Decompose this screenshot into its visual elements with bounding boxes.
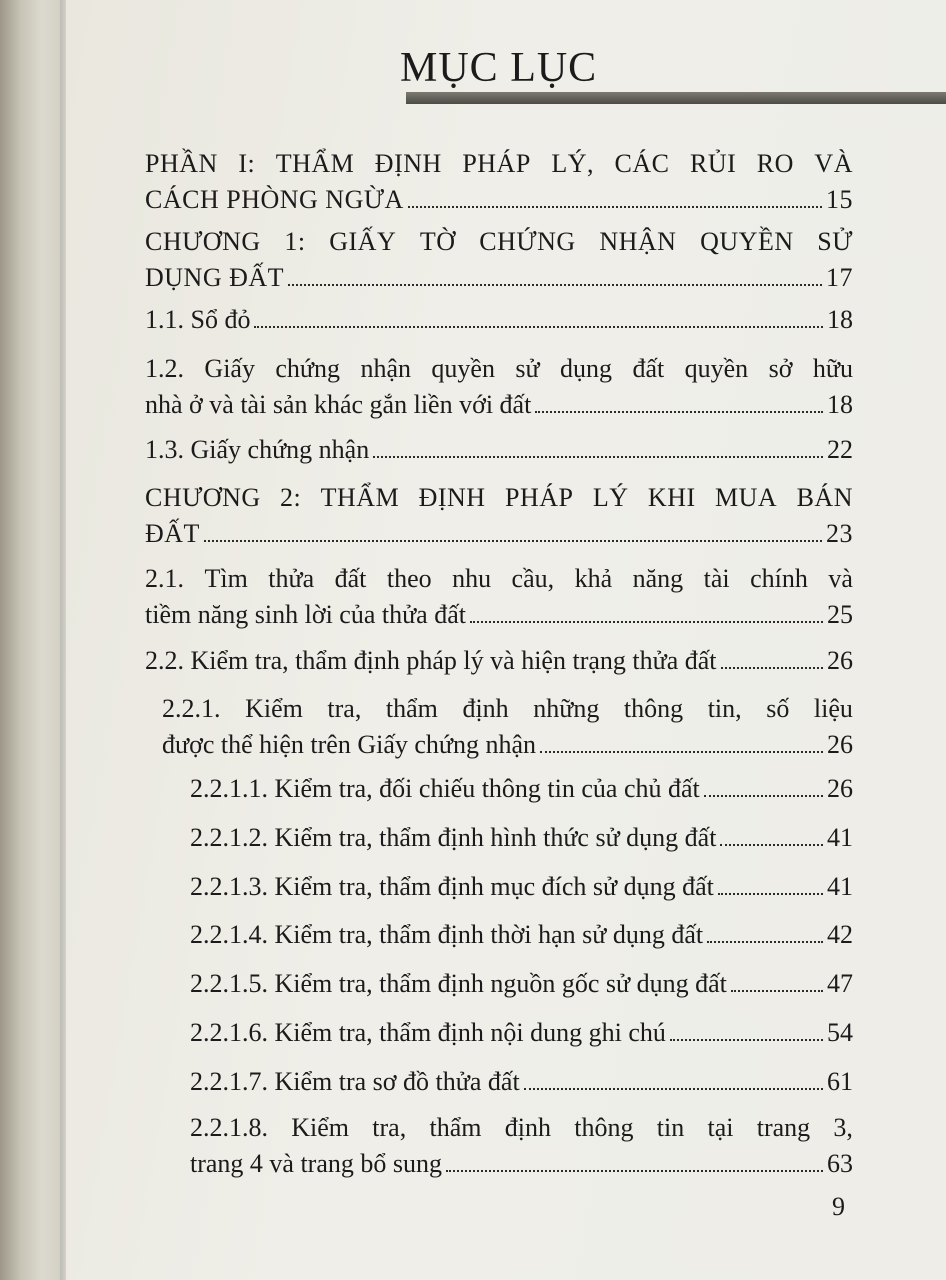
toc-word: ĐỊNH	[374, 149, 442, 178]
toc-entry-title: 2.2.1.1. Kiểm tra, đối chiếu thông tin của chủ đất	[190, 774, 700, 803]
toc-word: theo	[386, 564, 432, 593]
toc-page-number: 26	[827, 646, 853, 675]
toc-word: số	[766, 694, 790, 723]
toc-entry-title: 2.2.1.6. Kiểm tra, thẩm định nội dung ghi chú	[190, 1018, 666, 1047]
toc-word: ĐỊNH	[418, 483, 486, 512]
toc-entry[interactable]	[162, 691, 853, 763]
toc-entry[interactable]	[190, 869, 853, 905]
toc-word: tin,	[707, 694, 742, 723]
toc-word: định	[462, 694, 509, 723]
toc-entry-last-line	[190, 1015, 853, 1051]
toc-word: VÀ	[814, 149, 853, 178]
toc-page-number: 22	[827, 435, 853, 464]
dot-leader	[670, 1017, 823, 1041]
toc-word: tài	[703, 564, 730, 593]
toc-word: thông	[574, 1113, 634, 1142]
toc-word: RỦI	[689, 149, 737, 178]
toc-word: LÝ,	[551, 149, 594, 178]
toc-word: định	[504, 1113, 551, 1142]
toc-entry-title: 2.2.1.3. Kiểm tra, thẩm định mục đích sử dụng đất	[190, 872, 714, 901]
toc-word: PHÁP	[462, 149, 531, 178]
toc-entry-title: DỤNG ĐẤT	[145, 263, 285, 292]
toc-entry[interactable]	[145, 432, 853, 468]
toc-word: đất	[632, 354, 665, 383]
toc-page-number: 25	[827, 600, 853, 629]
toc-entry-last-line	[190, 1064, 853, 1100]
toc-entry-title: 2.2.1.5. Kiểm tra, thẩm định nguồn gốc sử dụng đất	[190, 969, 727, 998]
toc-word: I:	[238, 149, 256, 178]
page-number: 9	[832, 1192, 845, 1221]
toc-entry-title: 2.2.1.4. Kiểm tra, thẩm định thời hạn sử dụng đất	[190, 920, 704, 949]
toc-word: thẩm	[429, 1113, 482, 1142]
toc-word: năng	[632, 564, 684, 593]
dot-leader	[720, 822, 823, 846]
toc-word: tra,	[327, 694, 362, 723]
dot-leader	[470, 599, 823, 623]
toc-entry[interactable]	[190, 1015, 853, 1051]
toc-word: Tìm	[204, 564, 248, 593]
toc-entry-last-line	[190, 917, 853, 953]
toc-entry-first-line	[145, 146, 853, 182]
dot-leader	[373, 434, 823, 458]
toc-entry-title: ĐẤT	[145, 519, 200, 548]
toc-word: thửa	[268, 564, 315, 593]
dot-leader	[408, 184, 822, 208]
toc-word: 2:	[280, 483, 302, 512]
toc-entry-last-line	[145, 432, 853, 468]
toc-word: Kiểm	[245, 694, 303, 723]
toc-entry-title: 2.2. Kiểm tra, thẩm định pháp lý và hiện trạng thửa đất	[145, 646, 717, 675]
dot-leader	[704, 773, 823, 797]
toc-word: những	[533, 694, 600, 723]
toc-entry-last-line	[145, 643, 853, 679]
toc-page-number: 26	[827, 730, 853, 759]
toc-word: trang	[756, 1113, 811, 1142]
dot-leader	[540, 729, 823, 753]
toc-word: CHƯƠNG	[145, 483, 261, 512]
toc-page-number: 17	[826, 263, 853, 292]
toc-word: cầu,	[511, 564, 555, 593]
toc-word: tin	[656, 1113, 685, 1142]
toc-word: MUA	[715, 483, 778, 512]
toc-word: dụng	[560, 354, 613, 383]
toc-word: 3,	[833, 1113, 853, 1142]
page-title: MỤC LỤC	[400, 45, 598, 91]
toc-entry-title: tiềm năng sinh lời của thửa đất	[145, 600, 466, 629]
toc-word: Kiểm	[291, 1113, 350, 1142]
toc-entry-title: nhà ở và tài sản khác gắn liền với đất	[145, 390, 532, 419]
toc-entry[interactable]	[190, 1064, 853, 1100]
toc-entry[interactable]	[145, 480, 853, 552]
dot-leader	[721, 645, 823, 669]
toc-entry-first-line	[145, 561, 853, 597]
toc-entry-last-line	[190, 966, 853, 1002]
toc-word: liệu	[813, 694, 853, 723]
toc-word: CHỨNG	[479, 227, 576, 256]
toc-word: khả	[574, 564, 613, 593]
toc-entry-last-line	[190, 820, 853, 856]
toc-entry[interactable]	[145, 146, 853, 218]
toc-word: NHẬN	[599, 227, 677, 256]
toc-entry-first-line	[145, 224, 853, 260]
toc-entry-last-line	[190, 869, 853, 905]
toc-word: 2.2.1.	[162, 694, 221, 723]
toc-word: tại	[707, 1113, 734, 1142]
toc-entry[interactable]	[190, 966, 853, 1002]
toc-word: đất	[334, 564, 367, 593]
toc-entry[interactable]	[190, 820, 853, 856]
toc-entry[interactable]	[190, 1110, 853, 1182]
dot-leader	[254, 304, 823, 328]
toc-entry-last-line	[145, 260, 853, 296]
toc-entry-first-line	[145, 351, 853, 387]
toc-entry-title: được thể hiện trên Giấy chứng nhận	[162, 730, 537, 759]
toc-entry[interactable]	[145, 643, 853, 679]
toc-word: PHÁP	[504, 483, 574, 512]
dot-leader	[524, 1066, 823, 1090]
toc-word: KHI	[647, 483, 696, 512]
toc-entry-title: 2.2.1.7. Kiểm tra sơ đồ thửa đất	[190, 1067, 520, 1096]
toc-entry-last-line	[145, 516, 853, 552]
toc-word: hữu	[812, 354, 853, 383]
dot-leader	[446, 1148, 823, 1172]
toc-word: TỜ	[419, 227, 456, 256]
toc-entry[interactable]	[190, 771, 853, 807]
dot-leader	[718, 871, 823, 895]
toc-page-number: 15	[826, 185, 853, 214]
toc-page-number: 41	[827, 872, 853, 901]
toc-entry-last-line	[190, 771, 853, 807]
toc-entry-first-line	[190, 1110, 853, 1146]
toc-page-number: 63	[827, 1149, 853, 1178]
toc-page-number: 61	[827, 1067, 853, 1096]
toc-page-number: 54	[827, 1018, 853, 1047]
toc-word: chứng	[275, 354, 341, 383]
toc-word: sở	[768, 354, 793, 383]
toc-word: THẨM	[320, 483, 400, 512]
toc-page-number: 42	[827, 920, 853, 949]
dot-leader	[204, 518, 822, 542]
toc-page-number: 23	[826, 519, 853, 548]
toc-word: 2.2.1.8.	[190, 1113, 268, 1142]
toc-entry-first-line	[145, 480, 853, 516]
toc-entry-title: CÁCH PHÒNG NGỪA	[145, 185, 404, 214]
toc-word: chính	[750, 564, 808, 593]
toc-entry-last-line	[145, 387, 853, 423]
toc-word: sử	[515, 354, 540, 383]
toc-word: GIẤY	[329, 227, 397, 256]
dot-leader	[707, 919, 823, 943]
toc-entry-last-line	[145, 597, 853, 633]
toc-entry-last-line	[162, 727, 853, 763]
toc-word: CHƯƠNG	[145, 227, 261, 256]
toc-word: tra,	[372, 1113, 407, 1142]
toc-word: quyền	[431, 354, 495, 383]
toc-entry[interactable]	[145, 224, 853, 296]
toc-word: 1:	[284, 227, 306, 256]
toc-word: BÁN	[796, 483, 853, 512]
toc-word: thẩm	[385, 694, 438, 723]
toc-word: nhận	[360, 354, 411, 383]
toc-word: LÝ	[592, 483, 629, 512]
toc-entry[interactable]	[145, 561, 853, 633]
dot-leader	[731, 968, 823, 992]
toc-page-number: 18	[827, 305, 853, 334]
toc-word: PHẦN	[145, 149, 218, 178]
toc-word: nhu	[452, 564, 492, 593]
toc-entry[interactable]	[190, 917, 853, 953]
toc-word: quyền	[684, 354, 749, 383]
toc-word: THẨM	[275, 149, 355, 178]
toc-entry-title: 2.2.1.2. Kiểm tra, thẩm định hình thức sử dụng đất	[190, 823, 717, 852]
toc-entry-title: trang 4 và trang bổ sung	[190, 1149, 443, 1178]
toc-word: và	[828, 564, 853, 593]
toc-entry[interactable]	[145, 302, 853, 338]
toc-entry-last-line	[145, 182, 853, 218]
dot-leader	[288, 262, 822, 286]
toc-word: CÁC	[614, 149, 670, 178]
toc-entry-last-line	[190, 1146, 853, 1182]
toc-entry-first-line	[162, 691, 853, 727]
toc-word: thông	[623, 694, 684, 723]
toc-entry-last-line	[145, 302, 853, 338]
toc-word: QUYỀN	[700, 227, 794, 256]
dot-leader	[535, 389, 823, 413]
toc-word: Giấy	[204, 354, 255, 383]
toc-entry[interactable]	[145, 351, 853, 423]
toc-page-number: 47	[827, 969, 853, 998]
toc-entry-title: 1.3. Giấy chứng nhận	[145, 435, 370, 464]
toc-word: RO	[756, 149, 794, 178]
toc-word: 1.2.	[145, 354, 184, 383]
toc-page-number: 18	[827, 390, 853, 419]
toc-word: SỬ	[817, 227, 853, 256]
toc-word: 2.1.	[145, 564, 184, 593]
toc-page-number: 41	[827, 823, 853, 852]
toc-page-number: 26	[827, 774, 853, 803]
toc-entry-title: 1.1. Sổ đỏ	[145, 305, 251, 334]
